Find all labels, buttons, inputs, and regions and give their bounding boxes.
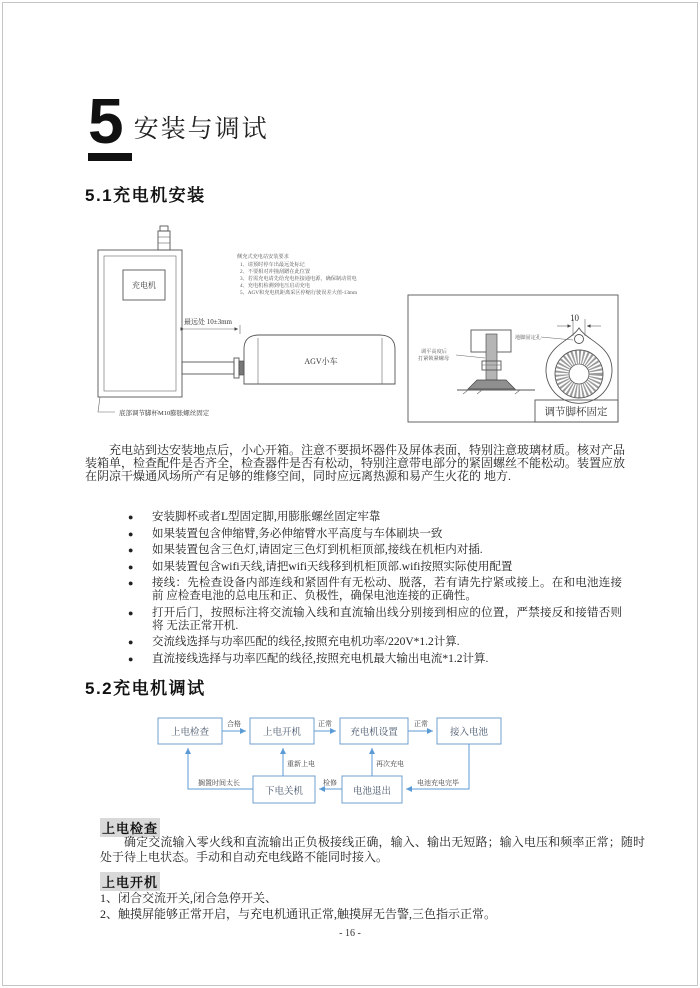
svg-text:电池退出: 电池退出 [352,787,392,797]
chapter-heading [88,85,269,161]
chapter-number: 5 [88,92,132,161]
flow-box-power-off [253,776,315,803]
charging-arm-drawing [182,358,244,378]
charger-cabinet-drawing [98,250,182,397]
distance-dimension [182,317,240,334]
svg-text:上电开机: 上电开机 [262,728,302,738]
installation-figure [85,222,625,434]
note-line: 4、充电机检测到电压启动充电 [240,283,311,289]
flow-box-battery-exit [342,776,402,803]
section-5-2-heading: 5.2充电机调试 [85,679,206,698]
svg-text:下电关机: 下电关机 [264,787,304,797]
hole-label: 地脚固定孔 [515,335,541,341]
adjust-note [418,347,485,362]
agv-label: AGV小车 [304,357,338,366]
edge-label-normal1: 正常 [318,720,332,728]
installation-notes [237,252,358,296]
foot-detail-panel [408,295,618,422]
flow-box-power-on [250,718,314,744]
edge-label-normal2: 正常 [414,720,428,728]
list-item: ● 打开后门，按照标注将交流输入线和直流输出线分别接到相应的位置，严禁接反和接错否则将 无法正常开机. [128,607,622,633]
edge-label-charge-complete: 电池充电完毕 [417,779,459,787]
svg-text:上电检查: 上电检查 [170,728,210,738]
footer-page-number: - 16 - [339,928,361,939]
power-on-step-2: 2、触摸屏能够正常开启，与充电机通讯正常,触摸屏无告警,三色指示正常。 [100,907,497,921]
note-line: 3、若需充电请先给充电柜接通电源，确保制动常电 [240,276,357,282]
adjust-note-line2: 打紧锁紧螺母 [418,356,450,362]
power-check-heading: 上电检查 [100,818,160,837]
list-item: ● 交流线选择与功率匹配的线径,按照充电机功率/220V*1.2计算. [128,636,622,649]
flow-box-charger-setup [340,718,408,744]
svg-text:充电机设置: 充电机设置 [350,728,398,738]
adjust-note-line1: 调平高度后 [421,349,447,355]
list-item: ● 如果装置包含伸缩臂,务必伸缩臂水平高度与车体刷块一致 [128,528,622,541]
agv-cart-drawing [244,335,395,384]
power-on-heading: 上电开机 [100,872,160,891]
cabinet-label: 充电机 [132,281,156,290]
list-item: ● 安装脚杯或者L型固定脚,用膨胀螺丝固定牢靠 [128,511,622,524]
chapter-title: 安装与调试 [133,115,269,143]
note-line: 1、请预时停车出最远处标记 [240,262,305,268]
detail-caption: 调节脚杯固定 [544,407,608,418]
list-item: ● 如果装置包含三色灯,请固定三色灯到机柜顶部,接线在机柜内对插. [128,544,622,557]
list-item: ● 如果装置包含wifi天线,请把wifi天线移到机柜顶部.wifi按照实际使用配置 [128,561,622,574]
list-item: ● 直流接线选择与功率匹配的线径,按照充电机最大输出电流*1.2计算. [128,653,622,666]
edge-label-repower: 重新上电 [287,760,315,768]
edge-label-pass: 合格 [227,720,241,728]
hole-dimension: 10 [570,313,579,323]
antenna-drawing [158,226,170,250]
edge-label-recharge: 再次充电 [376,760,404,768]
notes-title: 侧充式充电站安装要求 [237,254,289,260]
list-item: ● 接线：先检查设备内部连线和紧固件有无松动、脱落，若有请先拧紧或接上。在和电池连接前 应检查电池的总电压和正、负极性，确保电池连接的正确性。 [128,577,622,603]
flow-box-connect-battery [437,718,501,744]
section-5-1-heading: 5.1充电机安装 [85,186,206,205]
edge-label-idle: 搁置时间太长 [198,779,240,787]
note-line: 5、AGV和充电机距离采区停缩行驶误差大值-13mm [240,290,358,296]
foot-leader-label: 底部调节脚杯M10膨胀螺丝固定 [119,410,210,417]
note-line: 2、不要相对冲撞刮蹭在此位置 [240,269,311,275]
svg-text:接入电池: 接入电池 [449,728,489,738]
power-check-body: 确定交流输入零火线和直流输出正负极接线正确，输入、输出无短路；输入电压和频率正常；随时处于待上电状态。手动和自动充电线路不能同时接入。 [100,835,645,864]
power-on-step-1: 1、闭合交流开关,闭合急停开关、 [100,891,278,905]
intro-paragraph: 充电站到达安装地点后，小心开箱。注意不要损坏器件及屏体表面，特别注意玻璃材质。核对产品装箱单，检查配件是否齐全，检查器件是否有松动，特别注意带电部分的紧固螺丝不能松动。装置应放在阴凉干燥通风场所产有足够的维修空间，同时应远离热源和易产生火花的 地方. [85,443,626,484]
installation-bullet-list [128,511,622,669]
commissioning-flowchart [140,710,560,815]
distance-label: 最远处 10±3mm [184,318,232,326]
foot-leader [98,397,210,417]
edge-label-maintenance: 检修 [323,779,337,787]
flow-box-check [158,718,222,744]
